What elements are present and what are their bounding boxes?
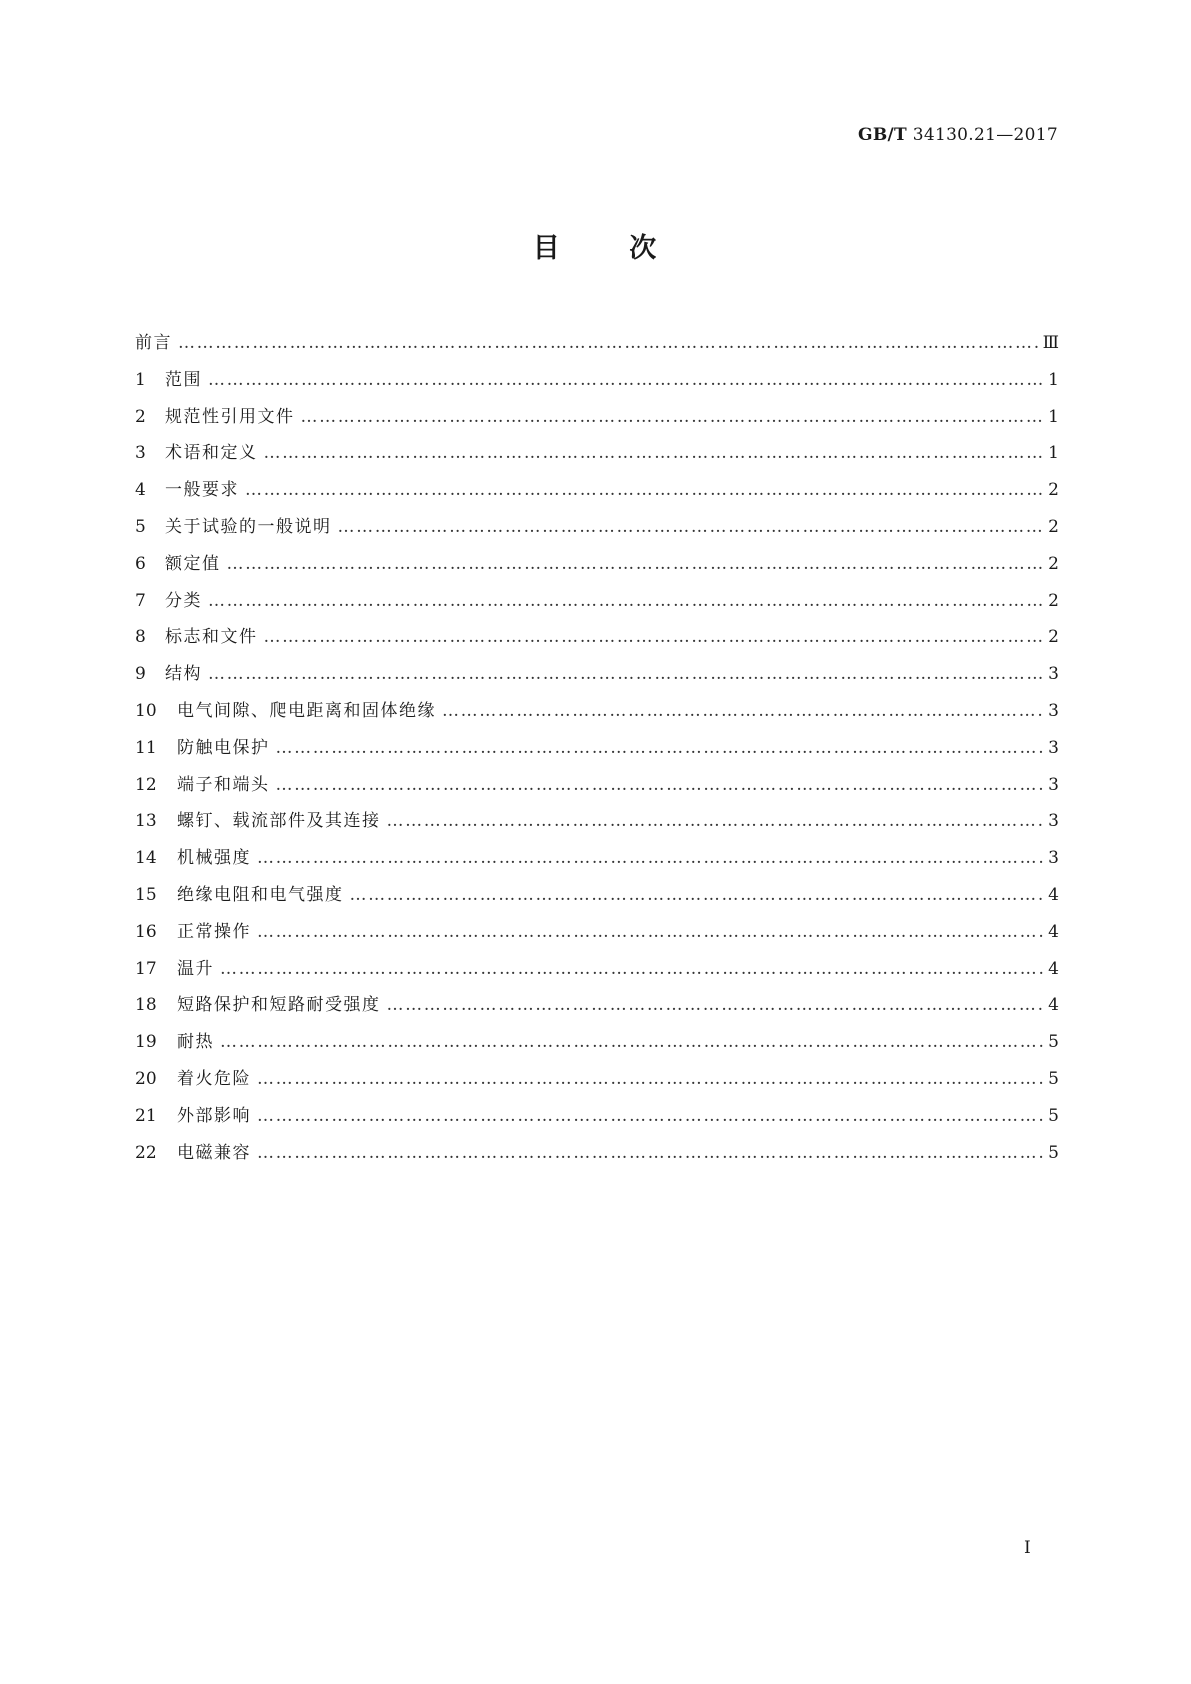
toc-leader-dots [257, 1143, 1043, 1163]
toc-entry-number: 5 [135, 516, 146, 537]
page-title [0, 226, 1191, 265]
toc-entry-number: 16 [135, 921, 157, 942]
toc-leader-dots [442, 701, 1043, 721]
toc-entry-number: 10 [135, 700, 157, 721]
footer-page-number: Ⅰ [1024, 1538, 1031, 1558]
toc-entry-page: 2 [1048, 553, 1059, 574]
toc-entry[interactable] [135, 402, 1059, 439]
toc-entry-title: 分类 [165, 590, 202, 611]
standard-code-number: 34130.21—2017 [912, 125, 1058, 145]
toc-entry-title: 外部影响 [177, 1105, 251, 1126]
toc-entry-page: 3 [1048, 737, 1059, 758]
toc-entry[interactable] [135, 438, 1059, 475]
table-of-contents [135, 328, 1059, 1174]
toc-entry-title: 耐热 [177, 1032, 214, 1053]
toc-leader-dots [257, 922, 1043, 942]
toc-entry-page: 1 [1048, 443, 1059, 464]
toc-entry[interactable] [135, 549, 1059, 586]
toc-entry-number: 2 [135, 406, 146, 427]
toc-entry-title: 温升 [177, 958, 214, 979]
toc-entry[interactable] [135, 843, 1059, 880]
toc-leader-dots [245, 480, 1043, 500]
toc-leader-dots [387, 995, 1044, 1015]
toc-entry-number: 6 [135, 553, 146, 574]
toc-entry-title: 螺钉、载流部件及其连接 [177, 811, 381, 832]
title-char-2: 次 [629, 233, 659, 264]
toc-entry[interactable] [135, 990, 1059, 1027]
toc-entry[interactable] [135, 475, 1059, 512]
toc-entry-page: 5 [1048, 1068, 1059, 1089]
toc-entry-number: 12 [135, 774, 157, 795]
toc-entry-page: 3 [1048, 664, 1059, 685]
toc-entry-title: 额定值 [165, 553, 221, 574]
toc-entry-title: 前言 [135, 333, 172, 353]
toc-leader-dots [264, 627, 1044, 647]
toc-leader-dots [350, 885, 1044, 905]
toc-entry-title: 正常操作 [177, 921, 251, 942]
toc-entry-number: 18 [135, 995, 157, 1016]
toc-entry-title: 术语和定义 [165, 443, 258, 464]
title-char-1: 目 [532, 233, 562, 264]
toc-entry[interactable] [135, 1101, 1059, 1138]
toc-entry-number: 22 [135, 1142, 157, 1163]
toc-entry[interactable] [135, 586, 1059, 623]
toc-entry-page: 2 [1048, 516, 1059, 537]
toc-entry-title: 端子和端头 [177, 774, 270, 795]
toc-entry-page: 1 [1048, 406, 1059, 427]
toc-entry-number: 4 [135, 480, 146, 501]
toc-leader-dots [208, 591, 1043, 611]
toc-entry-page: 3 [1048, 700, 1059, 721]
toc-entry-title: 防触电保护 [177, 737, 270, 758]
toc-leader-dots [387, 811, 1044, 831]
toc-entry[interactable] [135, 622, 1059, 659]
toc-entry-number: 15 [135, 884, 157, 905]
toc-entry-title: 着火危险 [177, 1068, 251, 1089]
toc-entry-page: 5 [1048, 1142, 1059, 1163]
toc-leader-dots [208, 370, 1043, 390]
standard-code-prefix: GB/T [858, 125, 907, 145]
toc-entry-title: 规范性引用文件 [165, 406, 295, 427]
toc-entry-number: 13 [135, 811, 157, 832]
standard-code [858, 125, 1058, 145]
toc-leader-dots [276, 775, 1044, 795]
toc-entry[interactable] [135, 806, 1059, 843]
toc-entry-title: 短路保护和短路耐受强度 [177, 995, 381, 1016]
toc-entry-number: 3 [135, 443, 146, 464]
toc-entry-number: 17 [135, 958, 157, 979]
toc-entry-number: 14 [135, 848, 157, 869]
toc-leader-dots [257, 1106, 1043, 1126]
toc-entry-number: 8 [135, 627, 146, 648]
toc-entry[interactable] [135, 328, 1059, 365]
toc-entry-page: 2 [1048, 627, 1059, 648]
toc-leader-dots [257, 1069, 1043, 1089]
toc-entry-title: 关于试验的一般说明 [165, 516, 332, 537]
toc-entry-page: 4 [1048, 921, 1059, 942]
toc-leader-dots [227, 554, 1044, 574]
toc-entry-title: 机械强度 [177, 848, 251, 869]
toc-entry-title: 绝缘电阻和电气强度 [177, 884, 344, 905]
toc-entry-number: 1 [135, 369, 146, 390]
toc-entry[interactable] [135, 770, 1059, 807]
toc-entry[interactable] [135, 880, 1059, 917]
toc-entry-page: 3 [1048, 774, 1059, 795]
toc-entry-page: 4 [1048, 995, 1059, 1016]
toc-entry-number: 19 [135, 1032, 157, 1053]
toc-entry-title: 一般要求 [165, 480, 239, 501]
toc-entry[interactable] [135, 1064, 1059, 1101]
toc-entry[interactable] [135, 954, 1059, 991]
toc-entry-page: 2 [1048, 480, 1059, 501]
toc-entry[interactable] [135, 1027, 1059, 1064]
toc-entry-page: 2 [1048, 590, 1059, 611]
toc-entry[interactable] [135, 917, 1059, 954]
toc-entry[interactable] [135, 696, 1059, 733]
toc-entry-number: 11 [135, 737, 157, 758]
toc-leader-dots [264, 443, 1044, 463]
toc-entry-page: 3 [1048, 811, 1059, 832]
toc-entry-page: 4 [1048, 958, 1059, 979]
toc-leader-dots [301, 407, 1044, 427]
toc-entry-title: 结构 [165, 664, 202, 685]
toc-leader-dots [257, 848, 1043, 868]
toc-entry-title: 电气间隙、爬电距离和固体绝缘 [177, 700, 436, 721]
toc-leader-dots [178, 333, 1039, 353]
toc-leader-dots [208, 664, 1043, 684]
toc-entry-page: 4 [1048, 884, 1059, 905]
toc-entry-number: 7 [135, 590, 146, 611]
toc-entry-page: 5 [1048, 1105, 1059, 1126]
toc-leader-dots [338, 517, 1044, 537]
toc-entry-number: 9 [135, 664, 146, 685]
toc-entry-number: 20 [135, 1068, 157, 1089]
toc-entry-title: 电磁兼容 [177, 1142, 251, 1163]
toc-entry-title: 范围 [165, 369, 202, 390]
toc-leader-dots [276, 738, 1044, 758]
toc-entry[interactable] [135, 1138, 1059, 1175]
toc-entry[interactable] [135, 659, 1059, 696]
toc-entry[interactable] [135, 733, 1059, 770]
toc-entry-number: 21 [135, 1105, 157, 1126]
toc-entry-page: 3 [1048, 848, 1059, 869]
toc-entry-page: Ⅲ [1042, 333, 1059, 353]
toc-entry[interactable] [135, 512, 1059, 549]
toc-entry[interactable] [135, 365, 1059, 402]
toc-entry-title: 标志和文件 [165, 627, 258, 648]
toc-entry-page: 1 [1048, 369, 1059, 390]
toc-leader-dots [220, 1032, 1043, 1052]
toc-entry-page: 5 [1048, 1032, 1059, 1053]
toc-leader-dots [220, 959, 1043, 979]
